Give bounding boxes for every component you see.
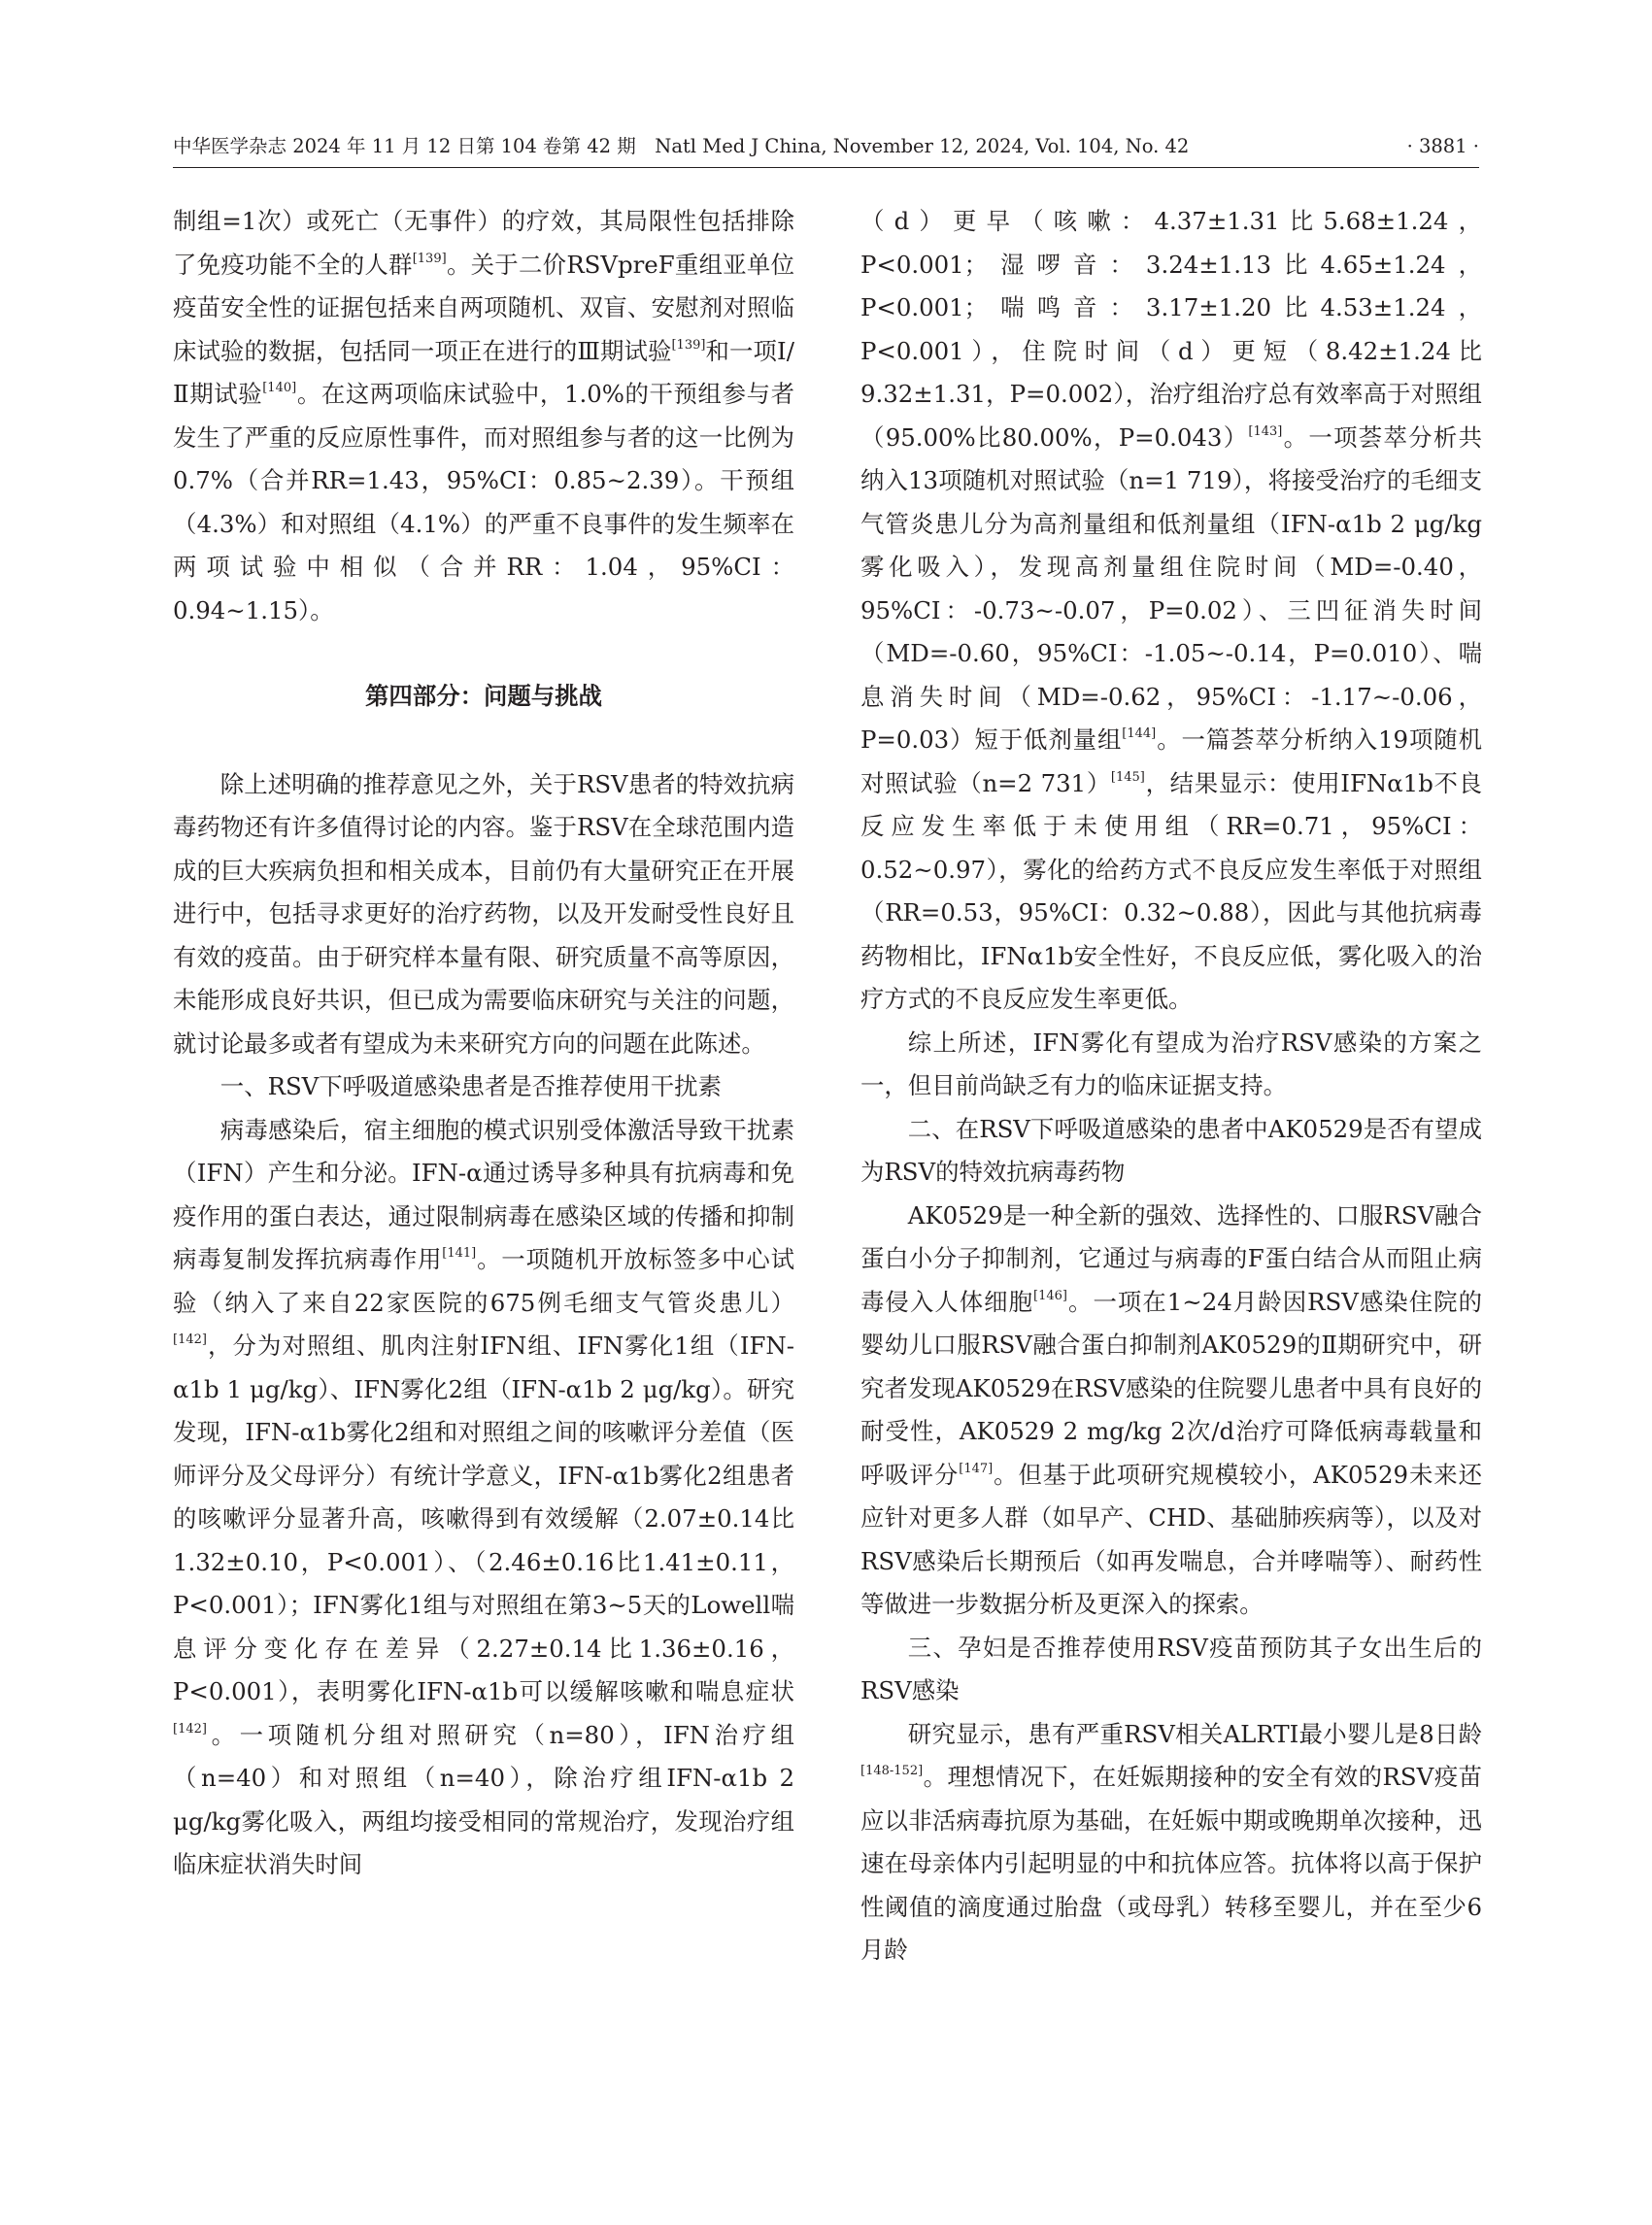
paragraph-ak0529	[860, 1195, 1482, 1627]
citation-ref: [144]	[1122, 725, 1157, 741]
spacer	[173, 719, 794, 763]
question-heading-interferon: 一、RSV下呼吸道感染患者是否推荐使用干扰素	[219, 1072, 722, 1100]
text-run: ，结果显示：使用IFNα1b不良反应发生率低于未使用组（RR=0.71，95%CI：0.52~0.97），雾化的给药方式不良反应发生率低于对照组（RR=0.53，95%CI：0.32~0.88），因此与其他抗病毒药物相比，IFNα1b安全性好，不良反应低，雾化吸入的治疗方式的不良反应发生率更低。	[860, 768, 1482, 1013]
citation-ref: [142]	[173, 1332, 207, 1347]
citation-ref: [140]	[262, 380, 297, 395]
text-run: 。但基于此项研究规模较小，AK0529未来还应针对更多人群（如早产、CHD、基础肺疾病等），以及对RSV感染后长期预后（如再发喘息，合并哮喘等）、耐药性等做进一步数据分析及更深入的探索。	[860, 1460, 1482, 1618]
text-run: 。在这两项临床试验中，1.0%的干预组参与者发生了严重的反应原性事件，而对照组参与者的这一比例为0.7%（合并RR=1.43，95%CI：0.85~2.39）。干预组（4.3%）和对照组（4.1%）的严重不良事件的发生频率在两项试验中相似（合并RR：1.04，95%CI：0.94~1.15）。	[173, 380, 794, 624]
journal-citation: 中华医学杂志 2024 年 11 月 12 日第 104 卷第 42 期 Natl Med J China, November 12, 2024, Vol. 104, No. 42	[173, 135, 1190, 157]
text-run: 制组=1次）或死亡（无事件）的疗效，其局限性包括排除了免疫功能不全的人群	[173, 207, 794, 279]
paragraph-intro	[173, 763, 794, 1066]
spacer	[173, 632, 794, 675]
section-title: 第四部分：问题与挑战	[365, 682, 602, 710]
text-run: 。理想情况下，在妊娠期接种的安全有效的RSV疫苗应以非活病毒抗原为基础，在妊娠中期或晚期单次接种，迅速在母亲体内引起明显的中和抗体应答。抗体将以高于保护性阈值的滴度通过胎盘（或母乳）转移至婴儿，并在至少6月龄	[860, 1763, 1482, 1964]
citation-ref: [148-152]	[860, 1763, 924, 1778]
citation-ref: [139]	[671, 337, 706, 353]
text-run: 。一篇荟萃分析纳入19项随机对照试验（n=2 731）	[860, 725, 1483, 797]
left-column	[173, 200, 794, 1887]
text-run: 研究显示，患有严重RSV相关ALRTI最小婴儿是8日龄	[907, 1719, 1482, 1748]
citation-ref: [146]	[1033, 1288, 1068, 1303]
text-run: AK0529是一种全新的强效、选择性的、口服RSV融合蛋白小分子抑制剂，它通过与病毒的F蛋白结合从而阻止病毒侵入人体细胞	[860, 1200, 1482, 1316]
citation-ref: [145]	[1110, 769, 1145, 785]
text-run: 病毒感染后，宿主细胞的模式识别受体激活导致干扰素（IFN）产生和分泌。IFN-α通过诱导多种具有抗病毒和免疫作用的蛋白表达，通过限制病毒在感染区域的传播和抑制病毒复制发挥抗病毒作用	[173, 1115, 794, 1273]
paragraph-vaccine	[860, 1713, 1482, 1972]
question-heading-ak0529: 二、在RSV下呼吸道感染的患者中AK0529是否有望成为RSV的特效抗病毒药物	[860, 1114, 1482, 1186]
page-number: · 3881 ·	[1406, 135, 1479, 157]
running-header	[173, 132, 1479, 161]
text-run: 综上所述，IFN雾化有望成为治疗RSV感染的方案之一，但目前尚缺乏有力的临床证据支持。	[860, 1028, 1482, 1099]
text-run: 。一项在1~24月龄因RSV感染住院的婴幼儿口服RSV融合蛋白抑制剂AK0529的Ⅱ期研究中，研究者发现AK0529在RSV感染的住院婴儿患者中具有良好的耐受性，AK0529 2 mg/kg 2次/d治疗可降低病毒载量和呼吸评分	[860, 1287, 1482, 1489]
question-heading-vaccine: 三、孕妇是否推荐使用RSV疫苗预防其子女出生后的RSV感染	[860, 1633, 1482, 1704]
text-run: 。一项随机开放标签多中心试验（纳入了来自22家医院的675例毛细支气管炎患儿）	[173, 1245, 794, 1317]
header-rule	[173, 167, 1479, 168]
text-run: 除上述明确的推荐意见之外，关于RSV患者的特效抗病毒药物还有许多值得讨论的内容。鉴于RSV在全球范围内造成的巨大疾病负担和相关成本，目前仍有大量研究正在开展进行中，包括寻求更好的治疗药物，以及开发耐受性良好且有效的疫苗。由于研究样本量有限、研究质量不高等原因，未能形成良好共识，但已成为需要临床研究与关注的问题，就讨论最多或者有望成为未来研究方向的问题在此陈述。	[173, 769, 794, 1058]
citation-ref: [143]	[1248, 423, 1283, 439]
text-run: 。一项随机分组对照研究（n=80），IFN治疗组（n=40）和对照组（n=40），除治疗组IFN-α1b 2 μg/kg雾化吸入，两组均接受相同的常规治疗，发现治疗组临床症状消失时间	[173, 1720, 794, 1878]
text-run: ，分为对照组、肌肉注射IFN组、IFN雾化1组（IFN-α1b 1 μg/kg）、IFN雾化2组（IFN-α1b 2 μg/kg）。研究发现，IFN-α1b雾化2组和对照组之间的咳嗽评分差值（医师评分及父母评分）有统计学意义，IFN-α1b雾化2组患者的咳嗽评分显著升高，咳嗽得到有效缓解（2.07±0.14比1.32±0.10，P<0.001）、（2.46±0.16比1.41±0.11，P<0.001）；IFN雾化1组与对照组在第3~5天的Lowell喘息评分变化存在差异（2.27±0.14比1.36±0.16，P<0.001），表明雾化IFN-α1b可以缓解咳嗽和喘息症状	[173, 1332, 794, 1705]
citation-ref: [141]	[442, 1245, 477, 1261]
paragraph-interferon-continued	[860, 200, 1482, 1022]
paragraph-interferon	[173, 1109, 794, 1887]
citation-ref: [147]	[959, 1461, 994, 1476]
text-run: 。一项荟萃分析共纳入13项随机对照试验（n=1 719），将接受治疗的毛细支气管炎患儿分为高剂量组和低剂量组（IFN-α1b 2 μg/kg雾化吸入），发现高剂量组住院时间（MD=-0.40，95%CI：-0.73~-0.07，P=0.02）、三凹征消失时间（MD=-0.60，95%CI：-1.05~-0.14，P=0.010）、喘息消失时间（MD=-0.62，95%CI：-1.17~-0.06，P=0.03）短于低剂量组	[860, 422, 1482, 754]
citation-ref: [139]	[412, 251, 447, 266]
paragraph-rr-results	[173, 200, 794, 632]
citation-ref: [142]	[173, 1721, 207, 1736]
text-run: 和一项Ⅰ/Ⅱ期试验	[173, 336, 794, 408]
text-run: 。关于二价RSVpreF重组亚单位疫苗安全性的证据包括来自两项随机、双盲、安慰剂对照临床试验的数据，包括同一项正在进行的Ⅲ期试验	[173, 250, 794, 365]
paragraph-summary	[860, 1022, 1482, 1108]
text-run: （d）更早（咳嗽：4.37±1.31比5.68±1.24，P<0.001；湿啰音：3.24±1.13比4.65±1.24，P<0.001；喘鸣音：3.17±1.20比4.53±1.24，P<0.001），住院时间（d）更短（8.42±1.24比9.32±1.31，P=0.002），治疗组治疗总有效率高于对照组（95.00%比80.00%，P=0.043）	[860, 207, 1482, 452]
right-column	[860, 200, 1482, 1972]
